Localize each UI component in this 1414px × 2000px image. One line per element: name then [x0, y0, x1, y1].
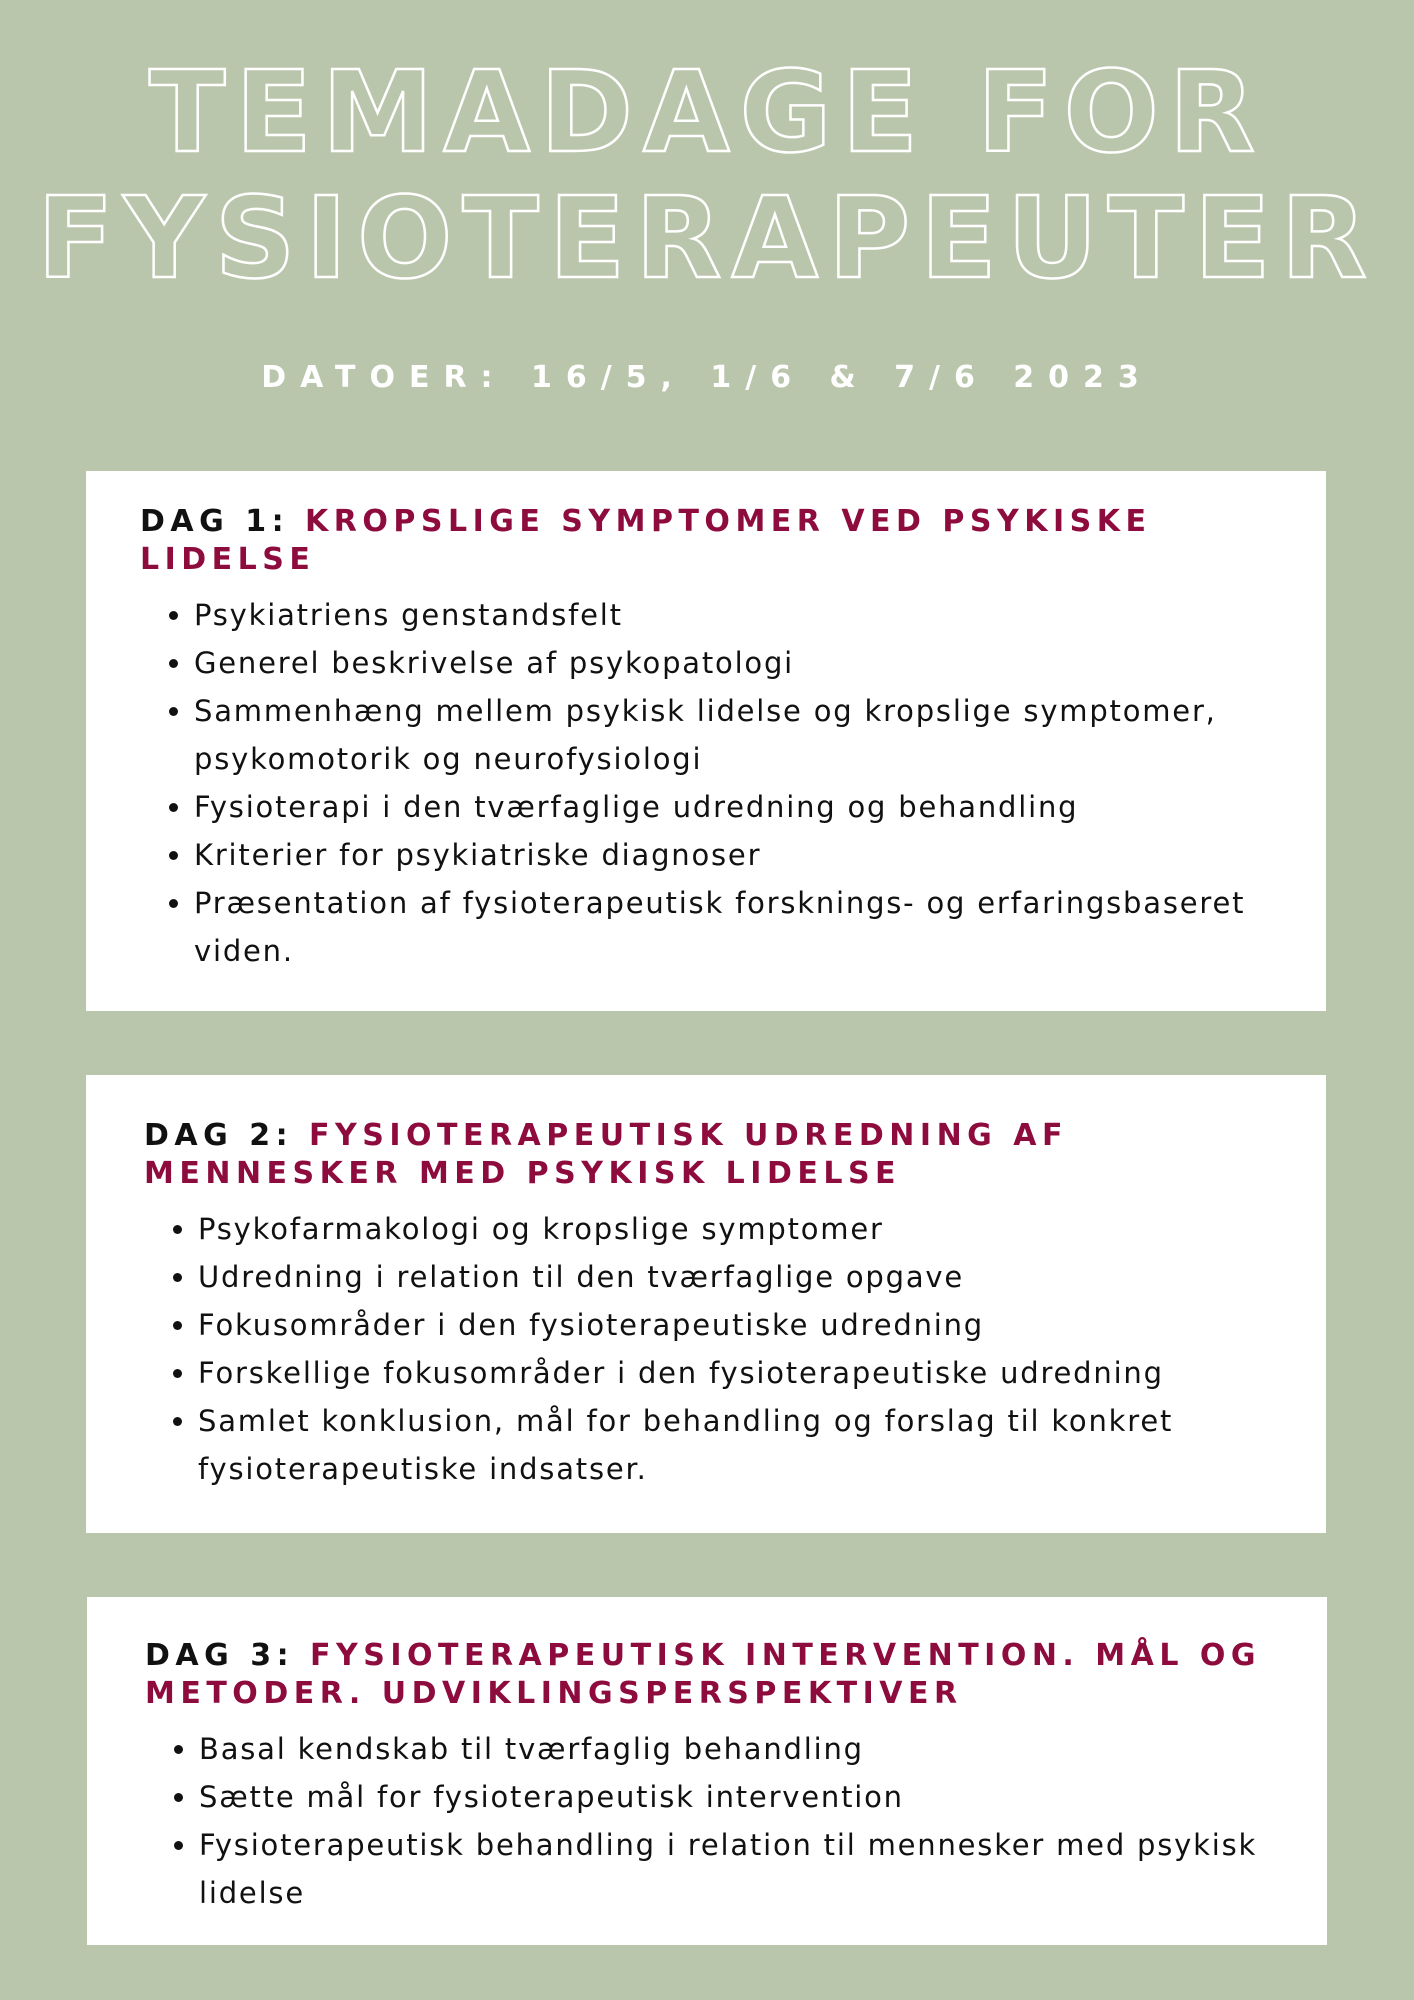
- list-item: • Samlet konklusion, mål for behandling og forslag til konkret fysioterapeutiske indsatser.: [198, 1397, 1286, 1493]
- list-item: • Psykofarmakologi og kropslige symptomer: [198, 1205, 1286, 1253]
- day-2-card: [86, 1075, 1326, 1533]
- day-1-topics: [140, 591, 1286, 975]
- day-1-label: DAG 1:: [140, 504, 290, 539]
- list-item: • Fokusområder i den fysioterapeutiske udredning: [198, 1301, 1286, 1349]
- list-item: • Sammenhæng mellem psykisk lidelse og kropslige symptomer, psykomotorik og neurofysiologi: [194, 687, 1286, 783]
- day-3-card: [87, 1597, 1327, 1945]
- day-2-label: DAG 2:: [144, 1118, 294, 1153]
- list-item: • Generel beskrivelse af psykopatologi: [194, 639, 1286, 687]
- dates-subtitle: DATOER: 16/5, 1/6 & 7/6 2023: [261, 360, 1153, 395]
- day-1-title: KROPSLIGE SYMPTOMER VED PSYKISKE LIDELSE: [140, 504, 1152, 577]
- day-1-card: [86, 471, 1326, 1011]
- title-line-2: FYSIOTERAPEUTER: [37, 174, 1377, 304]
- list-item: • Sætte mål for fysioterapeutisk intervention: [199, 1773, 1287, 1821]
- day-3-heading: [145, 1637, 1287, 1713]
- title-line-1: TEMADAGE FOR: [148, 48, 1266, 178]
- day-2-topics: [144, 1205, 1286, 1493]
- list-item: • Udredning i relation til den tværfaglige opgave: [198, 1253, 1286, 1301]
- day-2-title: FYSIOTERAPEUTISK UDREDNING AF MENNESKER MED PSYKISK LIDELSE: [144, 1118, 1068, 1191]
- list-item: • Fysioterapeutisk behandling i relation til mennesker med psykisk lidelse: [199, 1821, 1287, 1917]
- day-1-heading: [140, 503, 1286, 579]
- list-item: • Forskellige fokusområder i den fysioterapeutiske udredning: [198, 1349, 1286, 1397]
- list-item: • Kriterier for psykiatriske diagnoser: [194, 831, 1286, 879]
- day-3-topics: [145, 1725, 1287, 1917]
- list-item: • Fysioterapi i den tværfaglige udredning og behandling: [194, 783, 1286, 831]
- page-title: [0, 50, 1414, 302]
- list-item: • Præsentation af fysioterapeutisk forsknings- og erfaringsbaseret viden.: [194, 879, 1286, 975]
- day-2-heading: [144, 1117, 1286, 1193]
- list-item: • Psykiatriens genstandsfelt: [194, 591, 1286, 639]
- day-3-label: DAG 3:: [145, 1638, 295, 1673]
- day-3-title: FYSIOTERAPEUTISK INTERVENTION. MÅL OG METODER. UDVIKLINGSPERSPEKTIVER: [145, 1638, 1262, 1711]
- list-item: • Basal kendskab til tværfaglig behandling: [199, 1725, 1287, 1773]
